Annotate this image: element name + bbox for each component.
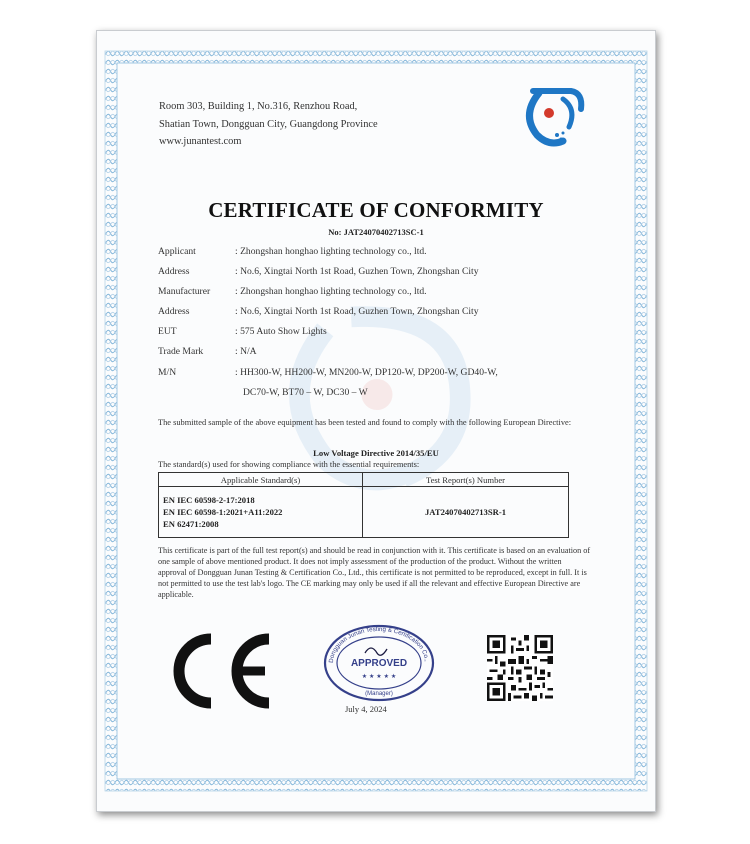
standards-table — [158, 472, 569, 538]
field-label-address: Address — [158, 266, 190, 277]
standard-item: EN IEC 60598-1:2021+A11:2022 — [163, 507, 283, 517]
stamp-ring-text: Dongguan Junan Testing & Certification Co., — [327, 625, 430, 664]
standard-item: EN 62471:2008 — [163, 519, 219, 529]
issuer-address-line1: Room 303, Building 1, No.316, Renzhou Road, — [159, 101, 358, 112]
field-label-model-numbers: M/N — [158, 367, 177, 378]
table-header-standards: Applicable Standard(s) — [159, 473, 363, 487]
certificate-number: No: JAT24070402713SC-1 — [328, 227, 424, 237]
standards-note: The standard(s) used for showing compliance with the essential requirements: — [158, 460, 420, 469]
field-value-model-numbers-cont: DC70-W, BT70 – W, DC30 – W — [243, 387, 368, 398]
issue-date: July 4, 2024 — [345, 704, 387, 714]
field-value-address: : No.6, Xingtai North 1st Road, Guzhen Town, Zhongshan City — [235, 266, 479, 277]
field-label-trade-mark: Trade Mark — [158, 346, 204, 357]
directive-title: Low Voltage Directive 2014/35/EU — [313, 448, 439, 458]
qr-code-icon — [487, 635, 553, 701]
certificate-title: CERTIFICATE OF CONFORMITY — [208, 198, 544, 222]
ce-mark — [165, 631, 277, 711]
issuer-logo-icon — [519, 85, 589, 149]
table-row — [159, 487, 569, 538]
field-value-eut: : 575 Auto Show Lights — [235, 326, 327, 337]
field-label-address-2: Address — [158, 306, 190, 317]
standards-cell — [159, 487, 363, 538]
table-header-report: Test Report(s) Number — [363, 473, 569, 487]
field-value-trade-mark: : N/A — [235, 346, 257, 357]
certificate-sheet — [96, 30, 656, 812]
issuer-address-line2: Shatian Town, Dongguan City, Guangdong Province — [159, 119, 378, 130]
stamp-center-text: APPROVED — [350, 658, 408, 669]
table-header-row — [159, 473, 569, 487]
field-value-manufacturer: : Zhongshan honghao lighting technology co., ltd. — [235, 286, 427, 297]
field-value-model-numbers: : HH300-W, HH200-W, MN200-W, DP120-W, DP200-W, GD40-W, — [235, 367, 498, 378]
field-label-eut: EUT — [158, 326, 177, 337]
field-value-applicant: : Zhongshan honghao lighting technology co., ltd. — [235, 246, 427, 257]
compliance-statement: The submitted sample of the above equipment has been tested and found to comply with the following European Directive: — [158, 418, 572, 427]
issuer-website: www.junantest.com — [159, 136, 242, 147]
field-label-applicant: Applicant — [158, 246, 196, 257]
disclaimer-text: This certificate is part of the full test report(s) and should be read in conjunction with it. This certificate is based on an evaluation of one sample of above mentioned product. It does not imply assessment of the production of the product. Without the written approval of Dongguan Junan Testing & Certification Co., Ltd., this certificate is not permitted to be reproduced, except in full. It is not permitted to use the test lab's logo. The CE marking may only be used if all the relevant and effective European Directive are applicable. — [158, 546, 591, 599]
report-number-cell: JAT24070402713SR-1 — [363, 487, 569, 538]
stamp-stars: ★ ★ ★ ★ ★ — [361, 673, 397, 680]
field-label-manufacturer: Manufacturer — [158, 286, 211, 297]
stamp-role: (Manager) — [365, 691, 393, 697]
approval-stamp — [321, 623, 437, 703]
standard-item: EN IEC 60598-2-17:2018 — [163, 495, 255, 505]
field-value-address-2: : No.6, Xingtai North 1st Road, Guzhen Town, Zhongshan City — [235, 306, 479, 317]
